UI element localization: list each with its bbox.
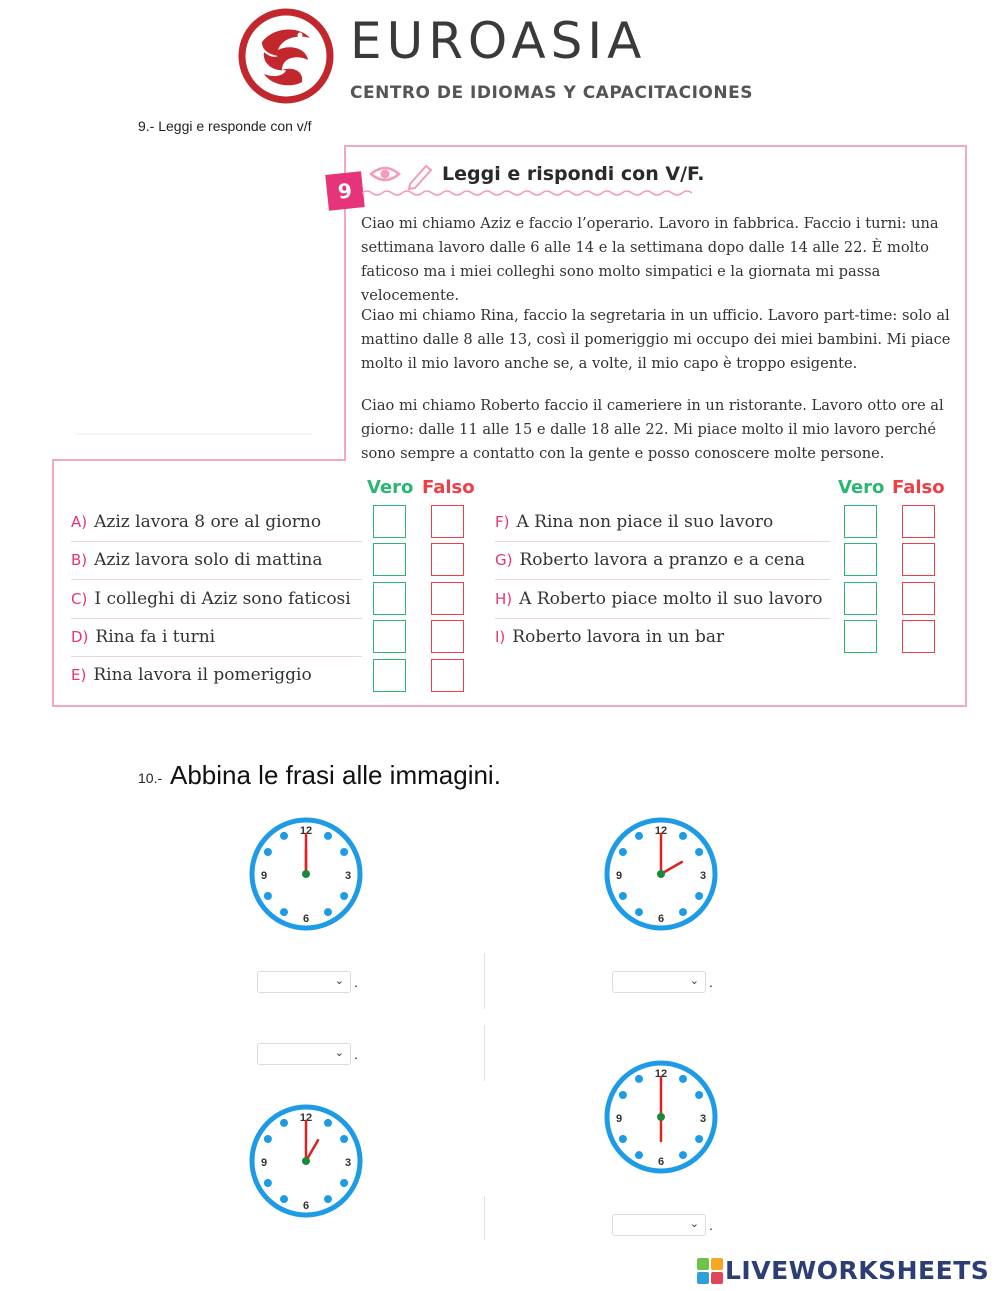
statement-letter: D) <box>71 628 89 646</box>
title-underline <box>362 189 692 197</box>
clock-numeral: 3 <box>699 1113 707 1125</box>
statement-i <box>495 618 724 656</box>
chevron-down-icon: ⌄ <box>334 1047 344 1059</box>
clock-numeral: 9 <box>615 1113 623 1125</box>
statement-text: A Roberto piace molto il suo lavoro <box>519 589 823 609</box>
falso-box-i[interactable] <box>902 620 935 653</box>
clock-dot <box>635 1075 643 1083</box>
statement-letter: H) <box>495 590 513 608</box>
exercise-9-title: Leggi e rispondi con V/F. <box>442 163 705 185</box>
eye-pencil-icon <box>368 160 434 190</box>
vero-box-c[interactable] <box>373 582 406 615</box>
statement-letter: B) <box>71 551 88 569</box>
vero-box-a[interactable] <box>373 505 406 538</box>
clock-dot <box>324 1119 332 1127</box>
clock-dot <box>619 848 627 856</box>
select-period: . <box>354 1046 358 1062</box>
falso-box-f[interactable] <box>902 505 935 538</box>
clock-1 <box>248 816 364 932</box>
falso-header-right: Falso <box>892 477 945 498</box>
statement-text: Aziz lavora 8 ore al giorno <box>94 512 322 532</box>
liveworksheets-badge-icon <box>697 1258 723 1284</box>
statement-h <box>495 580 822 618</box>
clock-dot <box>619 1135 627 1143</box>
clock-numeral: 3 <box>699 870 707 882</box>
clock-dot <box>324 832 332 840</box>
statement-a <box>71 503 321 541</box>
falso-box-b[interactable] <box>431 543 464 576</box>
statement-text: Roberto lavora a pranzo e a cena <box>519 550 806 570</box>
clock-numeral: 6 <box>302 913 310 925</box>
clock-center <box>302 870 310 878</box>
statement-b <box>71 541 322 579</box>
clock-2 <box>603 816 719 932</box>
statement-f <box>495 503 773 541</box>
answer-select-3[interactable] <box>257 1043 351 1065</box>
column-divider <box>484 953 485 1009</box>
answer-select-2[interactable] <box>612 971 706 993</box>
clock-center <box>657 1113 665 1121</box>
select-period: . <box>709 1217 713 1233</box>
clock-numeral: 12 <box>299 825 313 837</box>
liveworksheets-text: LIVEWORKSHEETS <box>725 1256 990 1285</box>
clock-dot <box>679 1151 687 1159</box>
answer-select-3-wrap <box>257 1043 358 1065</box>
select-period: . <box>709 974 713 990</box>
clock-dot <box>635 832 643 840</box>
answer-select-2-wrap <box>612 971 713 993</box>
clock-dot <box>324 1195 332 1203</box>
statement-g <box>495 541 805 579</box>
clock-4 <box>603 1059 719 1175</box>
statement-letter: C) <box>71 590 88 608</box>
brand-subtitle: CENTRO DE IDIOMAS Y CAPACITACIONES <box>350 83 753 103</box>
clock-3 <box>248 1103 364 1219</box>
clock-dot <box>264 1135 272 1143</box>
vero-box-g[interactable] <box>844 543 877 576</box>
falso-box-e[interactable] <box>431 659 464 692</box>
falso-box-a[interactable] <box>431 505 464 538</box>
clock-dot <box>340 848 348 856</box>
clock-dot <box>280 1195 288 1203</box>
clock-center <box>657 870 665 878</box>
statement-c <box>71 580 351 618</box>
clock-numeral: 12 <box>654 1068 668 1080</box>
paragraph-aziz: Ciao mi chiamo Aziz e faccio l’operario. Lavoro in fabbrica. Faccio i turni: una settimana lavoro dalle 6 alle 14 e la settimana dopo dalle 14 alle 22. È molto faticoso ma i miei colleghi sono molto simpatici e la giornata mi passa velocemente. <box>361 215 939 304</box>
falso-box-d[interactable] <box>431 620 464 653</box>
clock-center <box>302 1157 310 1165</box>
statement-text: Roberto lavora in un bar <box>512 627 725 647</box>
clock-numeral: 9 <box>260 870 268 882</box>
statement-text: Aziz lavora solo di mattina <box>94 550 323 570</box>
statement-d <box>71 618 215 656</box>
euroasia-dragon-logo <box>238 8 334 104</box>
clock-dot <box>280 832 288 840</box>
clock-dot <box>264 1179 272 1187</box>
clock-numeral: 12 <box>299 1112 313 1124</box>
select-period: . <box>354 974 358 990</box>
statement-letter: G) <box>495 551 513 569</box>
clock-dot <box>340 1179 348 1187</box>
statement-e <box>71 656 312 694</box>
vero-box-f[interactable] <box>844 505 877 538</box>
vero-box-d[interactable] <box>373 620 406 653</box>
clock-numeral: 9 <box>260 1157 268 1169</box>
clock-dot <box>679 832 687 840</box>
chevron-down-icon: ⌄ <box>689 1218 699 1230</box>
answer-select-1[interactable] <box>257 971 351 993</box>
clock-dot <box>340 892 348 900</box>
clock-numeral: 12 <box>654 825 668 837</box>
answer-select-1-wrap <box>257 971 358 993</box>
answer-select-4-wrap <box>612 1214 713 1236</box>
clock-dot <box>679 908 687 916</box>
vero-header-right: Vero <box>838 477 885 498</box>
clock-numeral: 6 <box>657 913 665 925</box>
clock-dot <box>340 1135 348 1143</box>
clock-dot <box>324 908 332 916</box>
clock-dot <box>695 848 703 856</box>
clock-numeral: 3 <box>344 1157 352 1169</box>
exercise-10-number: 10.- <box>138 770 163 786</box>
falso-box-h[interactable] <box>902 582 935 615</box>
answer-select-4[interactable] <box>612 1214 706 1236</box>
chevron-down-icon: ⌄ <box>689 975 699 987</box>
paragraph-rina: Ciao mi chiamo Rina, faccio la segretaria in un ufficio. Lavoro part-time: solo al mattino dalle 8 alle 13, così il pomeriggio mi occupo dei miei bambini. Mi piace molto il mio lavoro anche se, a volte, il mio capo è troppo esigente. <box>361 307 951 372</box>
clock-numeral: 6 <box>302 1200 310 1212</box>
clock-dot <box>695 1135 703 1143</box>
liveworksheets-logo <box>697 1256 989 1285</box>
clock-numeral: 6 <box>657 1156 665 1168</box>
chevron-down-icon: ⌄ <box>334 975 344 987</box>
exercise-9-instruction: 9.- Leggi e responde con v/f <box>138 118 312 134</box>
clock-dot <box>264 892 272 900</box>
vero-box-e[interactable] <box>373 659 406 692</box>
statement-text: I colleghi di Aziz sono faticosi <box>94 589 351 609</box>
exercise-10-title: Abbina le frasi alle immagini. <box>170 760 501 790</box>
statement-text: Rina fa i turni <box>95 627 216 647</box>
clock-dot <box>695 892 703 900</box>
statement-letter: E) <box>71 666 87 684</box>
statement-letter: A) <box>71 513 88 531</box>
statement-letter: F) <box>495 513 510 531</box>
clock-dot <box>280 1119 288 1127</box>
clock-dot <box>619 1091 627 1099</box>
statement-letter: I) <box>495 628 506 646</box>
vero-box-b[interactable] <box>373 543 406 576</box>
exercise-9-number-badge: 9 <box>325 171 365 211</box>
statement-text: Rina lavora il pomeriggio <box>93 665 312 685</box>
clock-dot <box>264 848 272 856</box>
brand-name: EUROASIA <box>350 12 647 70</box>
clock-dot <box>635 908 643 916</box>
clock-numeral: 9 <box>615 870 623 882</box>
column-divider <box>484 1025 485 1081</box>
falso-box-c[interactable] <box>431 582 464 615</box>
clock-dot <box>635 1151 643 1159</box>
statement-text: A Rina non piace il suo lavoro <box>516 512 774 532</box>
vero-box-h[interactable] <box>844 582 877 615</box>
falso-header-left: Falso <box>422 477 475 498</box>
falso-box-g[interactable] <box>902 543 935 576</box>
paragraph-roberto: Ciao mi chiamo Roberto faccio il cameriere in un ristorante. Lavoro otto ore al giorno: dalle 11 alle 15 e dalle 18 alle 22. Mi piace molto il mio lavoro perché sono sempre a contatto con la gente e posso conoscere molte persone. <box>361 397 944 462</box>
clock-dot <box>695 1091 703 1099</box>
clock-dot <box>679 1075 687 1083</box>
vero-box-i[interactable] <box>844 620 877 653</box>
column-divider <box>484 1196 485 1240</box>
vero-header-left: Vero <box>367 477 414 498</box>
clock-dot <box>280 908 288 916</box>
clock-dot <box>619 892 627 900</box>
clock-numeral: 3 <box>344 870 352 882</box>
